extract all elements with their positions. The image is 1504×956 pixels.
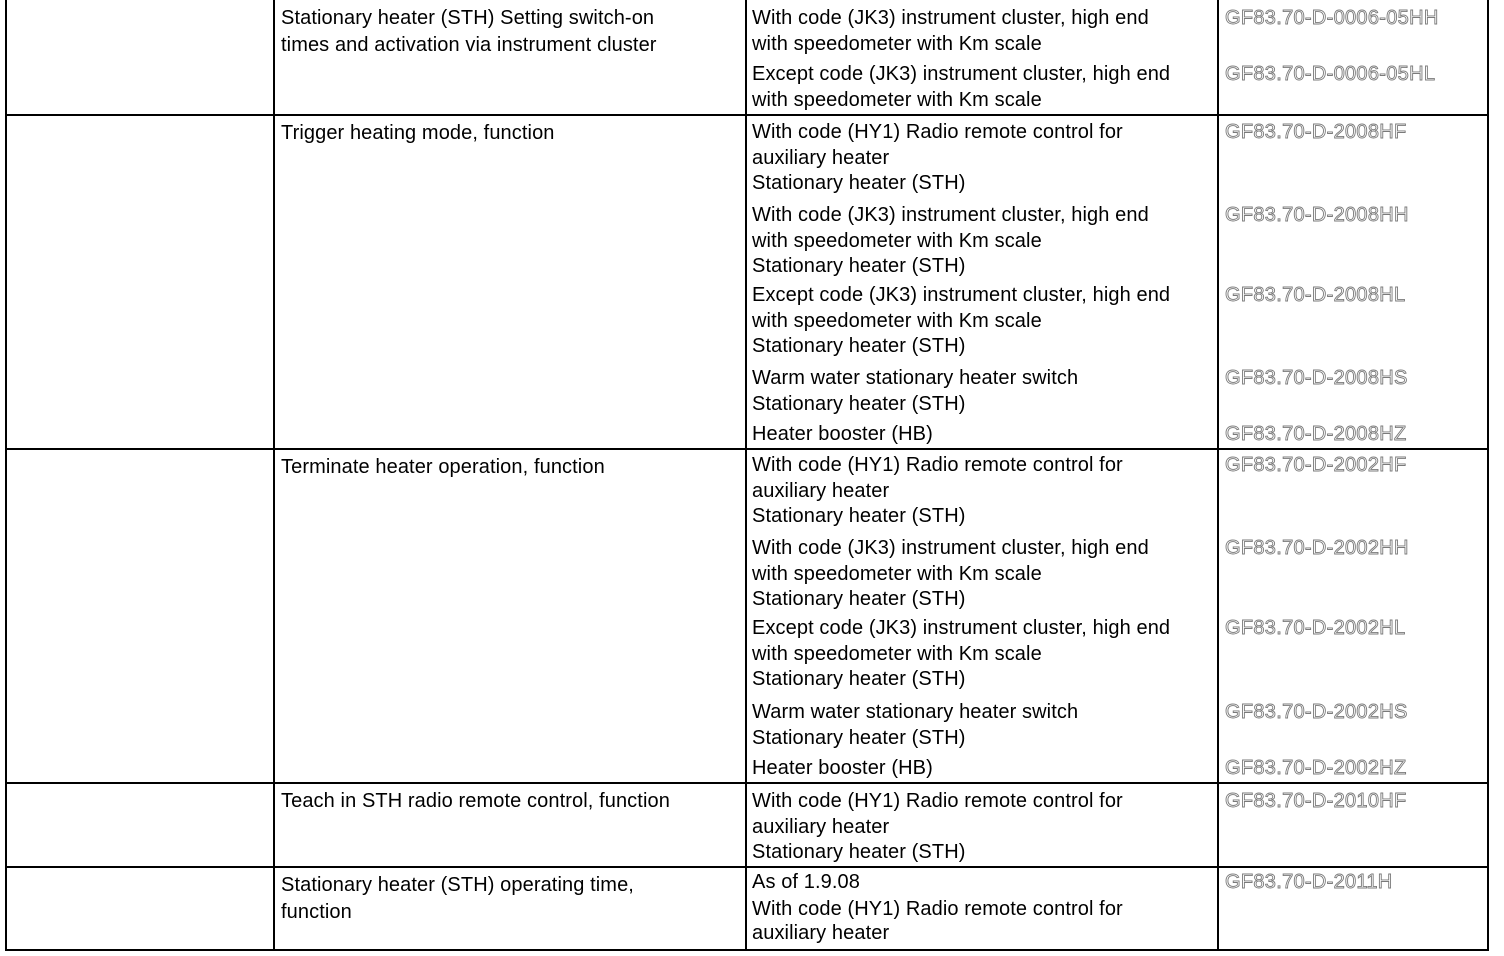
condition-text: Stationary heater (STH): [752, 668, 966, 690]
condition-text: Warm water stationary heater switch: [752, 367, 1079, 389]
document-code-link[interactable]: GF83.70-D-2008HF: [1225, 121, 1407, 143]
document-code-link[interactable]: GF83.70-D-2008HL: [1225, 284, 1406, 306]
document-code-link[interactable]: GF83.70-D-0006-05HH: [1225, 7, 1439, 29]
function-title: function: [281, 901, 352, 923]
document-code-link[interactable]: GF83.70-D-2011H: [1225, 871, 1393, 893]
condition-text: Except code (JK3) instrument cluster, high end: [752, 617, 1171, 639]
column-divider: [1217, 0, 1219, 951]
condition-text: Stationary heater (STH): [752, 841, 966, 863]
row-divider: [5, 782, 1489, 784]
document-code-link[interactable]: GF83.70-D-2002HS: [1225, 701, 1408, 723]
condition-text: With code (HY1) Radio remote control for: [752, 454, 1123, 476]
condition-text: Warm water stationary heater switch: [752, 701, 1079, 723]
condition-text: Except code (JK3) instrument cluster, high end: [752, 284, 1171, 306]
condition-text: Stationary heater (STH): [752, 588, 966, 610]
condition-text: With code (JK3) instrument cluster, high end: [752, 204, 1149, 226]
condition-text: Stationary heater (STH): [752, 335, 966, 357]
condition-text: with speedometer with Km scale: [752, 309, 1042, 332]
column-divider: [745, 0, 747, 951]
condition-text: Heater booster (HB): [752, 757, 933, 779]
condition-text: With code (JK3) instrument cluster, high end: [752, 7, 1149, 29]
row-divider: [5, 114, 1489, 116]
condition-text: with speedometer with Km scale: [752, 642, 1042, 665]
condition-text: Stationary heater (STH): [752, 726, 966, 749]
condition-text: Except code (JK3) instrument cluster, high end: [752, 63, 1171, 85]
condition-text: with speedometer with Km scale: [752, 88, 1042, 111]
function-title: times and activation via instrument cluster: [281, 34, 657, 56]
row-divider: [5, 448, 1489, 450]
condition-text: Stationary heater (STH): [752, 172, 966, 194]
condition-text: Heater booster (HB): [752, 423, 933, 445]
document-code-link[interactable]: GF83.70-D-2002HH: [1225, 537, 1409, 559]
condition-text: With code (HY1) Radio remote control for: [752, 790, 1123, 812]
document-code-link[interactable]: GF83.70-D-2002HZ: [1225, 757, 1407, 779]
condition-text: Stationary heater (STH): [752, 505, 966, 527]
column-divider: [273, 0, 275, 951]
condition-text: auxiliary heater: [752, 146, 890, 169]
function-title: Terminate heater operation, function: [281, 456, 605, 478]
document-code-link[interactable]: GF83.70-D-2008HZ: [1225, 423, 1407, 445]
row-divider: [5, 866, 1489, 868]
function-title: Stationary heater (STH) operating time,: [281, 874, 634, 896]
condition-text: With code (HY1) Radio remote control for: [752, 121, 1123, 143]
condition-text: Stationary heater (STH): [752, 255, 966, 277]
document-code-link[interactable]: GF83.70-D-2010HF: [1225, 790, 1407, 812]
document-code-link[interactable]: GF83.70-D-2008HH: [1225, 204, 1409, 226]
condition-text: auxiliary heater: [752, 815, 890, 838]
condition-text: As of 1.9.08: [752, 871, 860, 893]
condition-text: auxiliary heater: [752, 922, 890, 944]
condition-text: Stationary heater (STH): [752, 392, 966, 415]
condition-text: With code (HY1) Radio remote control for: [752, 898, 1123, 920]
document-code-link[interactable]: GF83.70-D-2008HS: [1225, 367, 1408, 389]
condition-text: auxiliary heater: [752, 479, 890, 502]
function-title: Teach in STH radio remote control, function: [281, 790, 670, 812]
condition-text: with speedometer with Km scale: [752, 562, 1042, 585]
document-code-link[interactable]: GF83.70-D-2002HF: [1225, 454, 1407, 476]
document-code-link[interactable]: GF83.70-D-0006-05HL: [1225, 63, 1436, 85]
condition-text: with speedometer with Km scale: [752, 32, 1042, 55]
document-code-link[interactable]: GF83.70-D-2002HL: [1225, 617, 1406, 639]
function-title: Stationary heater (STH) Setting switch-on: [281, 7, 655, 29]
condition-text: with speedometer with Km scale: [752, 229, 1042, 252]
function-title: Trigger heating mode, function: [281, 122, 555, 144]
condition-text: With code (JK3) instrument cluster, high end: [752, 537, 1149, 559]
